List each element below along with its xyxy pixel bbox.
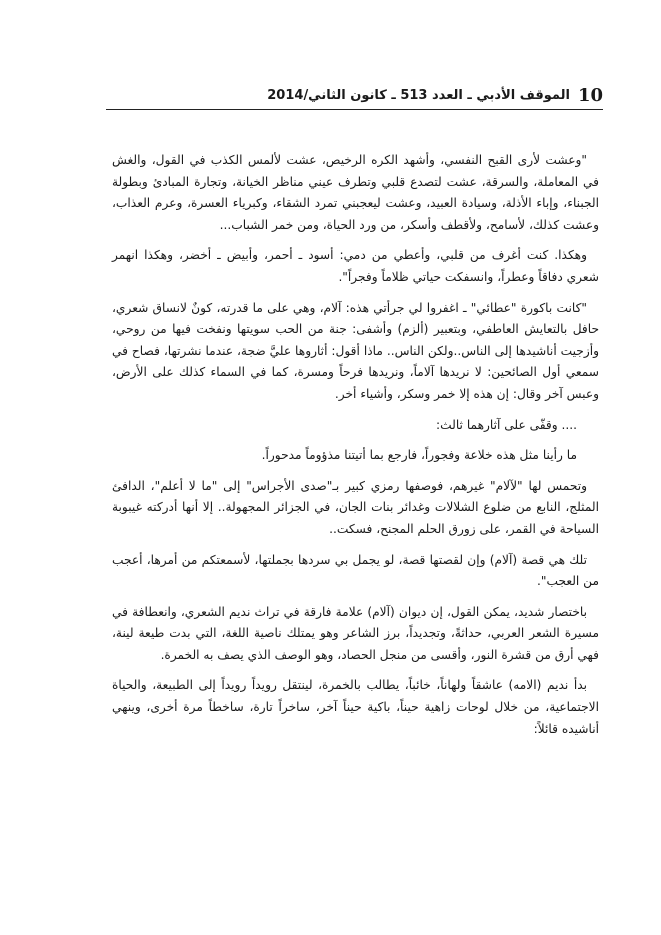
paragraph: "كانت باكورة "عطائي" ـ اغفروا لي جرأتي هذه: آلام، وهي على ما قدرته، كونٌ لانساق شعري، حافل بالتعايش العاطفي، وبتعبير (ألزم) وأشفى: جنة من الحب سويتها ونفخت فيها من روحي، وأزجيت أناشيدها إلى الناس..ولكن الناس.. ماذا أقول: أثاروها عليَّ ضجة، عندما نشرتها، فصاح في سمعي أول الصائحين: لا نريدها آلاماً، ونريدها فرحاً ومسرة، كما في السماء كذلك على الأرض، وعبس آخر وقال: إن هذه إلا خمر وسكر، وأشياء أخر. (112, 300, 599, 401)
article-body (112, 150, 599, 749)
journal-info: الموقف الأدبي ـ العدد 513 ـ كانون الثاني/2014 (267, 87, 570, 103)
paragraph: بدأ نديم (الامه) عاشقاً ولهاناً، خائباً، يطالب بالخمرة، لينتقل رويداً رويداً إلى الطبيعة، والحياة الاجتماعية، من خلال لوحات زاهية حيناً، باكية حيناً آخر، ساخراً تارة، ساخطاً مرة أخرى، وينهي أناشيده قائلاً: (112, 678, 599, 736)
page-header (106, 84, 603, 106)
paragraph: باختصار شديد، يمكن القول، إن ديوان (آلام) علامة فارقة في تراث نديم الشعري، وانعطافة في مسيرة الشعر العربي، حداثةً، وتجديداً، برز الشاعر وهو يمتلك ناصية اللغة، التي بدت طيعة لينة، فهي أرق من قشرة النور، وأقسى من منجل الحصاد، وهو الوصف الذي يصف به الخمرة. (112, 604, 599, 662)
page-number: 10 (577, 84, 603, 106)
header-rule (106, 109, 603, 110)
paragraph: وتحمس لها "لآلام" غيرهم، فوصفها رمزي كبير بـ"صدى الأجراس" إلى "ما لا أعلم"، الدافئ المثلج، النابع من ضلوع الشلالات وغدائر بنات الجان، في الجزائر المجهولة.. إلا أنها أدركته غيبوبة السياحة في القمر، على زورق الحلم المجنح، فسكت.. (112, 478, 599, 536)
paragraph: تلك هي قصة (آلام) وإن لقصتها قصة، لو يجمل بي سردها بجملتها، لأسمعتكم من أمرها، أعجب من العجب". (112, 552, 599, 589)
paragraph: وهكذا. كنت أغرف من قلبي، وأعطي من دمي: أسود ـ أحمر، وأبيض ـ أخضر، وهكذا انهمر شعري دفاقاً وعطراً، وانسفكت حياتي ظلاماً وفجراً". (112, 248, 599, 284)
paragraph: .... وقفّى على آثارهما ثالث: (436, 417, 577, 432)
paragraph: ما رأينا مثل هذه خلاعة وفجوراً، فارجع بما أتيتنا مذؤوماً مدحوراً. (261, 448, 577, 463)
paragraph: "وعشت لأرى القبح النفسي، وأشهد الكره الرخيص، عشت لألمس الكذب في القول، والغش في المعاملة، والسرقة، عشت لتصدع قلبي وتطرف عيني مناظر الخيانة، وتجارة المبادئ وبطولة الجبناء، وإباء الأذلة، وسيادة العبيد، وعشت ليعجبني تمرد الشقاء، وكبرياء العسرة، وعرم العذاب، وعشت كذلك، لأسامح، ولأقطف وأسكر، من ورد الحياة، ومن خمر الشباب... (112, 153, 599, 232)
